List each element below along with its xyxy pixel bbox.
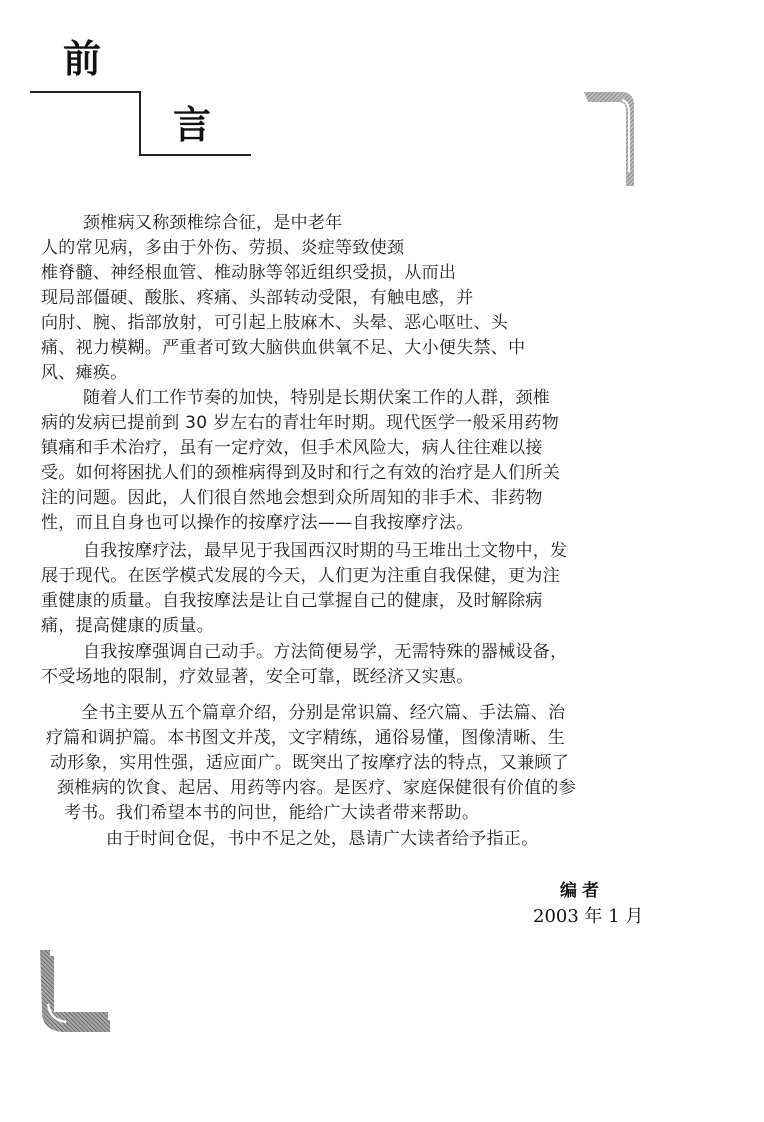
paragraph-5-line-5: 考书。我们希望本书的问世，能给广大读者带来帮助。	[64, 803, 480, 823]
paragraph-3-line-4: 痛，提高健康的质量。	[41, 616, 214, 636]
paragraph-1-line-3: 椎脊髓、神经根血管、椎动脉等邻近组织受损，从而出	[41, 263, 457, 283]
page-title-char-2: 言	[173, 103, 212, 147]
paragraph-3-line-2: 展于现代。在医学模式发展的今天，人们更为注重自我保健，更为注	[41, 566, 560, 586]
paragraph-1-line-4: 现局部僵硬、酸胀、疼痛、头部转动受限，有触电感，并	[41, 288, 474, 308]
paragraph-2-line-4: 受。如何将困扰人们的颈椎病得到及时和行之有效的治疗是人们所关	[41, 463, 560, 483]
paragraph-3-line-1: 自我按摩疗法，最早见于我国西汉时期的马王堆出土文物中，发	[83, 541, 568, 561]
paragraph-5-line-4: 颈椎病的饮食、起居、用药等内容。是医疗、家庭保健很有价值的参	[57, 778, 576, 798]
signature-date: 2003 年 1 月	[533, 906, 644, 927]
paragraph-5-line-3: 动形象，实用性强，适应面广。既突出了按摩疗法的特点，又兼顾了	[50, 753, 569, 773]
paragraph-2-line-2: 病的发病已提前到 30 岁左右的青壮年时期。现代医学一般采用药物	[41, 413, 560, 433]
paragraph-1-line-7: 风、瘫痪。	[41, 363, 128, 383]
paragraph-2-line-5: 注的问题。因此，人们很自然地会想到众所周知的非手术、非药物	[41, 488, 543, 508]
page-title-char-1: 前	[63, 37, 102, 81]
corner-bracket-top-right-icon	[582, 90, 634, 186]
paragraph-6-line-1: 由于时间仓促，书中不足之处，恳请广大读者给予指正。	[106, 829, 539, 849]
paragraph-1-line-6: 痛、视力模糊。严重者可致大脑供血供氧不足、大小便失禁、中	[41, 338, 526, 358]
paragraph-2-line-6: 性，而且自身也可以操作的按摩疗法——自我按摩疗法。	[41, 513, 474, 533]
paragraph-4-line-1: 自我按摩强调自己动手。方法简便易学，无需特殊的器械设备，	[83, 642, 568, 662]
paragraph-2-line-3: 镇痛和手术治疗，虽有一定疗效，但手术风险大，病人往往难以接	[41, 438, 543, 458]
paragraph-2-line-1: 随着人们工作节奏的加快，特别是长期伏案工作的人群，颈椎	[83, 388, 551, 408]
title-rule-vertical	[139, 91, 141, 155]
paragraph-5-line-2: 疗篇和调护篇。本书图文并茂，文字精练，通俗易懂，图像清晰、生	[46, 728, 565, 748]
title-rule-top	[30, 91, 140, 93]
paragraph-1-line-2: 人的常见病，多由于外伤、劳损、炎症等致使颈	[41, 238, 405, 258]
paragraph-1-line-5: 向肘、腕、指部放射，可引起上肢麻木、头晕、恶心呕吐、头	[41, 313, 509, 333]
paragraph-1-line-1: 颈椎病又称颈椎综合征，是中老年	[83, 213, 343, 233]
paragraph-5-line-1: 全书主要从五个篇章介绍，分别是常识篇、经穴篇、手法篇、治	[81, 703, 566, 723]
corner-bracket-bottom-left-icon	[40, 950, 112, 1032]
paragraph-4-line-2: 不受场地的限制，疗效显著，安全可靠，既经济又实惠。	[41, 667, 474, 687]
paragraph-3-line-3: 重健康的质量。自我按摩法是让自己掌握自己的健康，及时解除病	[41, 591, 543, 611]
title-rule-bottom	[139, 154, 251, 156]
signature-author: 编者	[560, 881, 604, 901]
